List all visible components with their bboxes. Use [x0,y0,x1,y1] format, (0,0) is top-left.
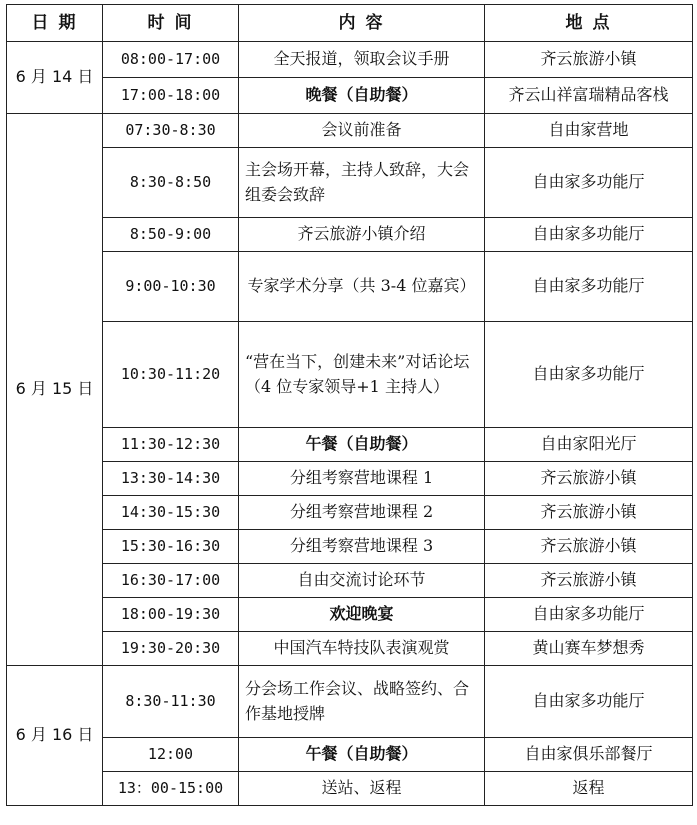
content-cell-text: 晚餐（自助餐） [305,85,418,105]
location-cell-text: 自由家多功能厅 [532,172,645,192]
content-cell [239,530,485,564]
location-cell [485,530,693,564]
time-cell-text: 11:30-12:30 [120,434,221,453]
table-row [7,462,693,496]
location-cell-text: 齐云旅游小镇 [540,49,637,69]
time-cell-text: 8:30-8:50 [129,172,212,191]
table-row [7,218,693,252]
location-cell-text: 自由家多功能厅 [532,604,645,624]
location-cell [485,114,693,148]
content-cell-text: 午餐（自助餐） [305,434,418,454]
location-cell [485,252,693,322]
content-cell-text: 中国汽车特技队表演观赏 [273,638,450,658]
location-cell-text: 自由家多功能厅 [532,224,645,244]
location-cell-text: 自由家多功能厅 [532,691,645,711]
table-row [7,322,693,428]
content-cell-text: 送站、返程 [321,778,402,798]
location-cell-text: 返程 [572,778,605,798]
location-cell-text: 自由家多功能厅 [532,276,645,296]
location-cell [485,428,693,462]
location-cell-text: 自由家阳光厅 [540,434,637,454]
content-cell-text: 会议前准备 [321,120,402,140]
location-cell-text: 齐云旅游小镇 [540,570,637,590]
content-cell-text: 分组考察营地课程 1 [289,468,434,488]
table-row [7,738,693,772]
time-cell-text: 10:30-11:20 [120,364,221,383]
content-cell-text: 主会场开幕，主持人致辞，大会组委会致辞 [245,159,470,204]
content-cell [239,42,485,78]
content-cell [239,666,485,738]
table-row [7,42,693,78]
location-cell [485,462,693,496]
time-cell-text: 13：00-15:00 [117,778,224,797]
time-cell [103,738,239,772]
content-cell-text: “营在当下，创建未来”对话论坛（4 位专家领导+1 主持人） [245,351,470,396]
time-cell-text: 16:30-17:00 [120,570,221,589]
content-cell-text: 分组考察营地课程 3 [289,536,434,556]
content-cell-text: 分会场工作会议、战略签约、合作基地授牌 [245,678,470,723]
time-cell [103,148,239,218]
date-cell: 6 月 15 日 [7,114,103,666]
content-cell [239,322,485,428]
date-cell: 6 月 16 日 [7,666,103,806]
location-cell [485,666,693,738]
content-cell [239,462,485,496]
time-cell [103,78,239,114]
location-cell-text: 自由家多功能厅 [532,364,645,384]
location-cell [485,738,693,772]
content-cell [239,78,485,114]
table-row [7,148,693,218]
location-cell-text: 黄山赛车梦想秀 [532,638,645,658]
table-row [7,772,693,806]
time-cell-text: 08:00-17:00 [120,49,221,68]
content-cell-text: 专家学术分享（共 3-4 位嘉宾） [247,276,476,296]
location-cell [485,598,693,632]
location-cell [485,632,693,666]
header-time: 时 间 [103,5,239,42]
content-cell-text: 自由交流讨论环节 [297,570,426,590]
time-cell-text: 18:00-19:30 [120,604,221,623]
table-row [7,114,693,148]
time-cell [103,772,239,806]
time-cell-text: 8:30-11:30 [125,691,216,710]
header-date: 日 期 [7,5,103,42]
location-cell [485,42,693,78]
location-cell-text: 自由家营地 [548,120,629,140]
time-cell [103,322,239,428]
table-row [7,564,693,598]
table-row [7,530,693,564]
content-cell [239,114,485,148]
content-cell-text: 全天报道，领取会议手册 [273,49,450,69]
time-cell-text: 15:30-16:30 [120,536,221,555]
location-cell-text: 齐云旅游小镇 [540,502,637,522]
location-cell [485,772,693,806]
time-cell [103,598,239,632]
content-cell [239,496,485,530]
header-row [7,5,693,42]
table-row [7,666,693,738]
content-cell-text: 齐云旅游小镇介绍 [297,224,426,244]
time-cell [103,218,239,252]
time-cell-text: 07:30-8:30 [125,120,216,139]
table-row [7,428,693,462]
content-cell [239,218,485,252]
content-cell [239,148,485,218]
schedule-table [6,4,693,806]
header-location: 地 点 [485,5,693,42]
time-cell [103,564,239,598]
location-cell [485,218,693,252]
location-cell-text: 自由家俱乐部餐厅 [524,744,653,764]
time-cell [103,632,239,666]
location-cell [485,564,693,598]
time-cell [103,666,239,738]
time-cell-text: 19:30-20:30 [120,638,221,657]
table-row [7,78,693,114]
table-row [7,632,693,666]
content-cell [239,738,485,772]
location-cell-text: 齐云旅游小镇 [540,468,637,488]
header-content: 内 容 [239,5,485,42]
location-cell-text: 齐云旅游小镇 [540,536,637,556]
content-cell-text: 欢迎晚宴 [329,604,394,624]
content-cell [239,428,485,462]
time-cell [103,114,239,148]
time-cell-text: 9:00-10:30 [125,276,216,295]
content-cell [239,564,485,598]
time-cell [103,252,239,322]
location-cell [485,148,693,218]
content-cell [239,598,485,632]
location-cell [485,496,693,530]
table-row [7,598,693,632]
time-cell-text: 17:00-18:00 [120,85,221,104]
time-cell [103,42,239,78]
content-cell [239,632,485,666]
table-row [7,496,693,530]
time-cell-text: 12:00 [147,744,194,763]
time-cell-text: 8:50-9:00 [129,224,212,243]
content-cell [239,252,485,322]
content-cell-text: 午餐（自助餐） [305,744,418,764]
date-cell: 6 月 14 日 [7,42,103,114]
time-cell-text: 14:30-15:30 [120,502,221,521]
time-cell [103,462,239,496]
time-cell [103,496,239,530]
location-cell [485,322,693,428]
time-cell [103,530,239,564]
location-cell-text: 齐云山祥富瑞精品客栈 [508,85,669,105]
table-row [7,252,693,322]
location-cell [485,78,693,114]
content-cell [239,772,485,806]
time-cell [103,428,239,462]
content-cell-text: 分组考察营地课程 2 [289,502,434,522]
time-cell-text: 13:30-14:30 [120,468,221,487]
